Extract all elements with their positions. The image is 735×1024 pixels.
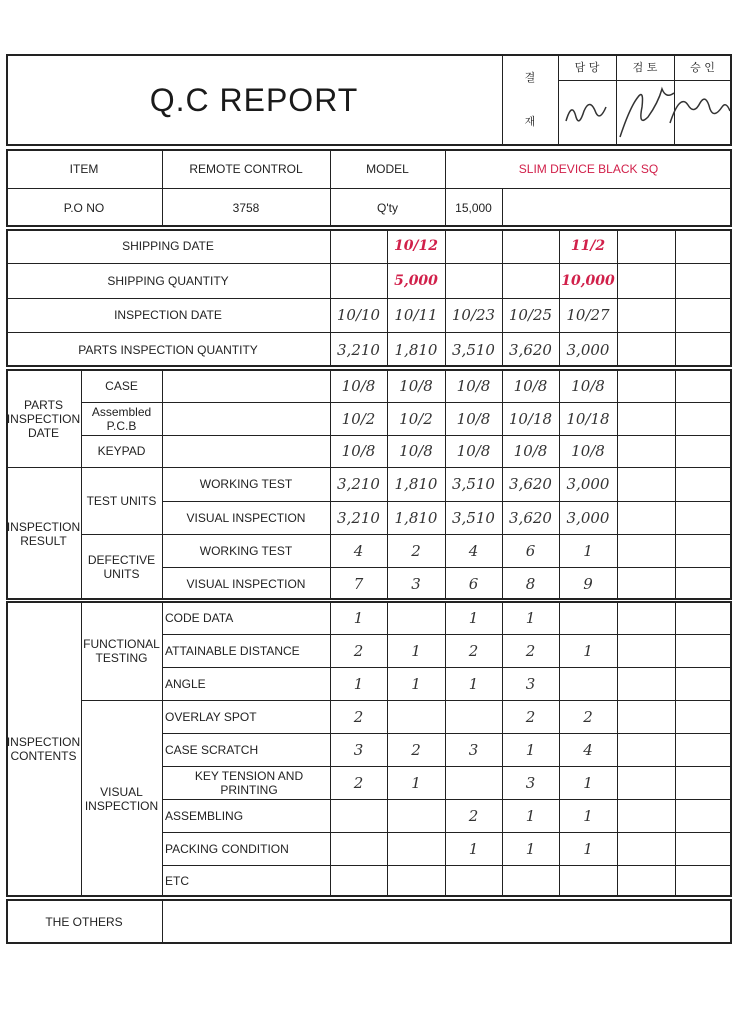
handwritten-entry: [387, 832, 445, 865]
model-label: MODEL: [366, 162, 409, 176]
handwritten-entry: [617, 332, 675, 367]
parts-row-label: CASE: [105, 378, 138, 393]
handwritten-entry: [617, 832, 675, 865]
contents-group-label: INSPECTION CONTENTS: [6, 735, 81, 763]
handwritten-entry: 1: [525, 608, 536, 627]
handwritten-entry: 10/23: [451, 306, 496, 324]
parts-row-label: KEYPAD: [97, 444, 146, 458]
handwritten-entry: [617, 865, 675, 897]
handwritten-entry: [617, 298, 675, 332]
handwritten-entry: [559, 601, 617, 634]
handwritten-entry: 10/12: [393, 238, 439, 254]
contents-row-label: ASSEMBLING: [165, 808, 244, 823]
handwritten-entry: [617, 634, 675, 667]
handwritten-entry: 10/8: [399, 376, 433, 395]
others-value: [162, 900, 734, 943]
contents-row-label: KEY TENSION AND PRINTING: [194, 768, 304, 797]
qty-label: Q'ty: [377, 200, 398, 215]
handwritten-entry: [387, 601, 445, 634]
handwritten-entry: 2: [468, 806, 479, 825]
handwritten-entry: [617, 369, 675, 402]
handwritten-entry: 10,000: [561, 272, 615, 289]
handwritten-entry: [617, 467, 675, 501]
handwritten-entry: [502, 865, 559, 897]
handwritten-entry: 3: [411, 574, 421, 593]
contents-row-label: ANGLE: [165, 676, 206, 691]
handwritten-entry: [330, 799, 387, 832]
result-group-label: INSPECTION RESULT: [6, 519, 81, 548]
parts-group-label: PARTS INSPECTION DATE: [6, 397, 81, 440]
handwritten-entry: [617, 402, 675, 435]
contents-row-label: PACKING CONDITION: [165, 841, 289, 856]
handwritten-entry: 3,510: [452, 475, 495, 493]
handwritten-entry: [387, 700, 445, 733]
handwritten-entry: [675, 667, 731, 700]
handwritten-entry: [675, 766, 731, 799]
handwritten-entry: 10/8: [513, 376, 548, 395]
handwritten-entry: 10/8: [399, 442, 433, 460]
contents-row-label: ATTAINABLE DISTANCE: [165, 643, 300, 658]
handwritten-entry: 10/27: [566, 306, 610, 324]
handwritten-entry: 1: [583, 839, 593, 858]
handwritten-entry: [675, 634, 731, 667]
handwritten-entry: 1: [468, 608, 479, 627]
handwritten-entry: [617, 799, 675, 832]
handwritten-entry: 1: [583, 541, 593, 560]
handwritten-entry: 11/2: [570, 238, 606, 254]
handwritten-entry: [617, 667, 675, 700]
contents-row-label: ETC: [165, 874, 189, 888]
handwritten-entry: 7: [353, 574, 364, 593]
handwritten-entry: [617, 501, 675, 534]
handwritten-entry: 10/8: [341, 376, 376, 395]
handwritten-entry: [675, 435, 731, 467]
handwritten-entry: 1,810: [394, 340, 438, 359]
handwritten-entry: 3: [525, 773, 536, 792]
item-value: REMOTE CONTROL: [189, 162, 303, 176]
handwritten-entry: 9: [583, 574, 593, 593]
handwritten-entry: 10/8: [456, 442, 491, 460]
handwritten-entry: [675, 700, 731, 733]
handwritten-entry: 3,620: [509, 508, 552, 527]
handwritten-entry: [675, 369, 731, 402]
others-label: THE OTHERS: [45, 914, 123, 929]
handwritten-entry: 1: [583, 641, 593, 660]
handwritten-entry: [330, 832, 387, 865]
handwritten-entry: 1: [353, 608, 364, 627]
approval-column-header: 담 당: [574, 61, 600, 74]
handwritten-entry: [675, 733, 731, 766]
handwritten-entry: 2: [411, 740, 421, 759]
handwritten-entry: 10/8: [571, 442, 605, 460]
shipping-row-label: INSPECTION DATE: [114, 308, 222, 322]
handwritten-entry: [387, 865, 445, 897]
handwritten-entry: [445, 700, 502, 733]
handwritten-entry: 3,510: [452, 340, 495, 359]
handwritten-entry: [675, 298, 731, 332]
handwritten-entry: 1,810: [394, 475, 438, 493]
test-units-label: TEST UNITS: [86, 493, 157, 508]
handwritten-entry: 1: [468, 674, 479, 693]
handwritten-entry: [445, 766, 502, 799]
result-row-label: WORKING TEST: [199, 477, 293, 491]
handwritten-entry: 10/8: [341, 442, 376, 460]
handwritten-entry: 10/2: [341, 409, 376, 428]
handwritten-entry: [617, 435, 675, 467]
handwritten-entry: 3: [525, 674, 536, 693]
handwritten-entry: 10/18: [566, 409, 610, 428]
handwritten-entry: [617, 733, 675, 766]
handwritten-entry: [617, 601, 675, 634]
handwritten-entry: 10/8: [456, 376, 491, 395]
handwritten-entry: [617, 263, 675, 298]
qty-value: 15,000: [455, 200, 492, 215]
shipping-row-label: SHIPPING DATE: [122, 239, 214, 253]
handwritten-entry: 4: [468, 541, 479, 560]
handwritten-entry: 2: [411, 541, 421, 560]
result-row-label: VISUAL INSPECTION: [186, 510, 306, 525]
handwritten-entry: 10/10: [336, 306, 381, 324]
handwritten-entry: 1: [525, 740, 536, 759]
handwritten-entry: 2: [525, 641, 536, 660]
handwritten-entry: 1: [353, 674, 364, 693]
handwritten-entry: 2: [583, 707, 593, 726]
result-row-label: VISUAL INSPECTION: [186, 576, 306, 591]
signatures: [558, 81, 731, 145]
handwritten-entry: 2: [468, 641, 479, 660]
handwritten-entry: 10/25: [508, 306, 553, 324]
handwritten-entry: 1: [583, 773, 593, 792]
handwritten-entry: [675, 832, 731, 865]
defective-units-label: DEFECTIVE UNITS: [87, 553, 156, 581]
handwritten-entry: [675, 501, 731, 534]
handwritten-entry: 10/2: [399, 409, 433, 428]
handwritten-entry: 10/8: [456, 409, 491, 428]
handwritten-entry: [559, 865, 617, 897]
contents-row-label: CASE SCRATCH: [165, 742, 259, 757]
handwritten-entry: 8: [525, 574, 536, 593]
handwritten-entry: [675, 534, 731, 567]
handwritten-entry: 1: [468, 839, 479, 858]
visual-inspection-label: VISUAL INSPECTION: [84, 784, 159, 813]
handwritten-entry: 3,000: [566, 340, 610, 359]
handwritten-entry: 3,620: [509, 475, 552, 493]
contents-row-label: CODE DATA: [165, 610, 234, 625]
handwritten-entry: 3,000: [566, 508, 610, 527]
handwritten-entry: [502, 229, 559, 263]
po-label: P.O NO: [63, 200, 105, 215]
handwritten-entry: 3,000: [566, 475, 610, 493]
handwritten-entry: [675, 332, 731, 367]
handwritten-entry: 1: [525, 806, 536, 825]
handwritten-entry: 10/8: [571, 376, 605, 395]
contents-row-label: OVERLAY SPOT: [165, 709, 257, 724]
handwritten-entry: 10/8: [513, 442, 548, 460]
handwritten-entry: 6: [525, 541, 536, 560]
po-value: 3758: [232, 200, 260, 215]
handwritten-entry: 1: [411, 773, 421, 792]
handwritten-entry: 3: [353, 740, 364, 759]
handwritten-entry: 1: [525, 839, 536, 858]
item-label: ITEM: [69, 162, 99, 176]
page-title: Q.C REPORT: [149, 82, 359, 118]
handwritten-entry: [675, 865, 731, 897]
handwritten-entry: [617, 700, 675, 733]
approval-label: 재: [524, 115, 536, 128]
handwritten-entry: [675, 799, 731, 832]
handwritten-entry: 1: [411, 641, 421, 660]
handwritten-entry: 3,210: [337, 475, 380, 493]
handwritten-entry: [502, 263, 559, 298]
handwritten-entry: [445, 229, 502, 263]
handwritten-entry: [675, 229, 731, 263]
handwritten-entry: 3,210: [337, 508, 380, 527]
shipping-row-label: PARTS INSPECTION QUANTITY: [78, 342, 258, 357]
shipping-row-label: SHIPPING QUANTITY: [107, 273, 229, 288]
handwritten-entry: [387, 799, 445, 832]
handwritten-entry: 5,000: [394, 272, 438, 289]
handwritten-entry: 3,510: [452, 508, 495, 527]
approval-label: 결: [524, 71, 536, 84]
handwritten-entry: [330, 865, 387, 897]
handwritten-entry: 6: [468, 574, 479, 593]
handwritten-entry: 3,620: [509, 340, 552, 359]
handwritten-entry: [330, 229, 387, 263]
handwritten-entry: 10/11: [394, 306, 438, 324]
functional-testing-label: FUNCTIONAL TESTING: [83, 636, 160, 665]
handwritten-entry: [445, 263, 502, 298]
handwritten-entry: 1: [411, 674, 421, 693]
handwritten-entry: 4: [583, 740, 593, 759]
handwritten-entry: [675, 402, 731, 435]
approval-column-header: 검 토: [632, 61, 658, 74]
result-row-label: WORKING TEST: [199, 543, 293, 558]
handwritten-entry: [675, 601, 731, 634]
handwritten-entry: 3,210: [337, 340, 380, 359]
handwritten-entry: 10/18: [508, 409, 553, 428]
handwritten-entry: 1,810: [394, 508, 438, 527]
handwritten-entry: [675, 263, 731, 298]
grid-line: [502, 189, 503, 226]
parts-row-label: Assembled P.C.B: [91, 404, 152, 433]
handwritten-entry: [675, 567, 731, 600]
handwritten-entry: [617, 567, 675, 600]
handwritten-entry: 2: [353, 641, 364, 660]
handwritten-entry: 2: [353, 773, 364, 792]
handwritten-entry: [617, 766, 675, 799]
handwritten-entry: [675, 467, 731, 501]
handwritten-entry: 2: [353, 707, 364, 726]
model-value: SLIM DEVICE BLACK SQ: [518, 162, 659, 176]
handwritten-entry: [445, 865, 502, 897]
handwritten-entry: 4: [353, 541, 364, 560]
approval-column-header: 승 인: [690, 61, 715, 74]
handwritten-entry: [617, 229, 675, 263]
handwritten-entry: 2: [525, 707, 536, 726]
handwritten-entry: [617, 534, 675, 567]
handwritten-entry: [330, 263, 387, 298]
handwritten-entry: 1: [583, 806, 593, 825]
handwritten-entry: 3: [468, 740, 479, 759]
handwritten-entry: [559, 667, 617, 700]
